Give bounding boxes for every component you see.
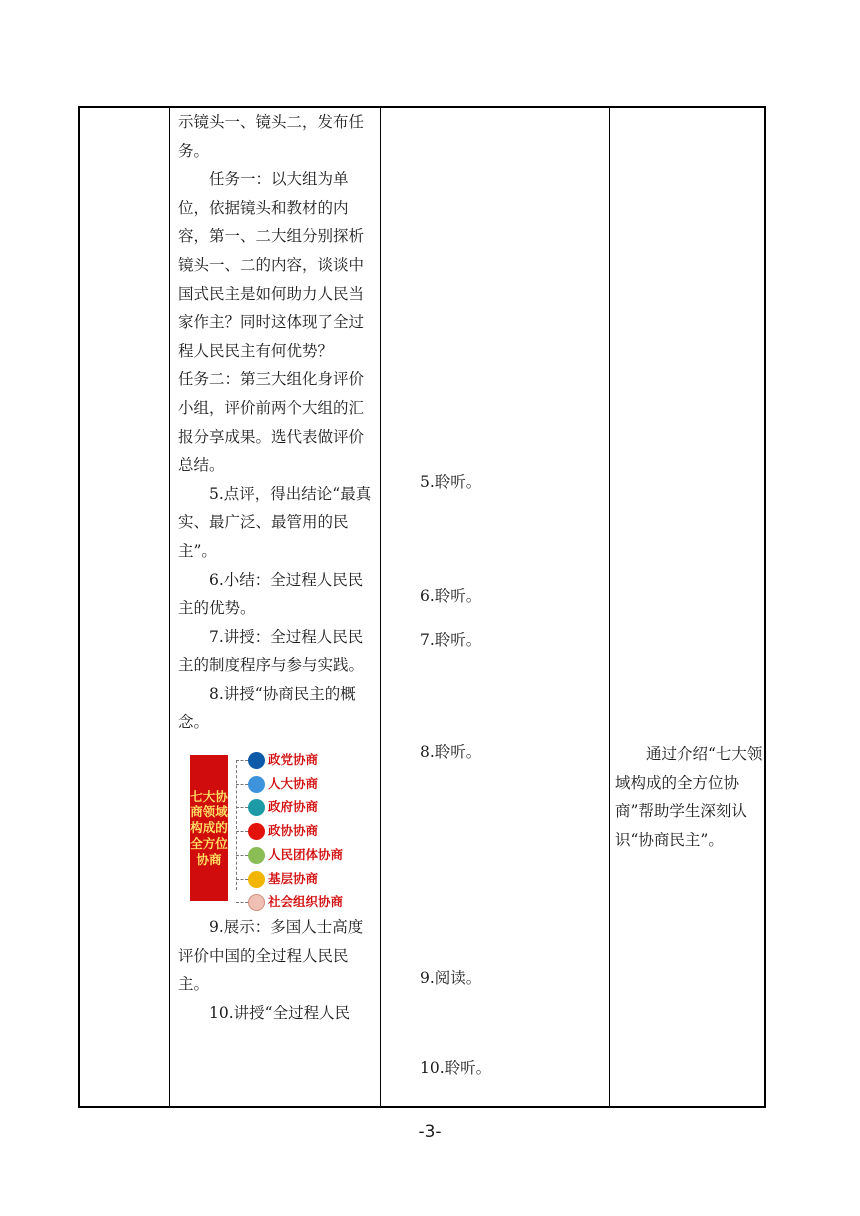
diagram-item-label: 人民团体协商 (268, 847, 344, 863)
teacher-step-9: 9.展示：多国人士高度评价中国的全过程人民民主。 (178, 918, 364, 994)
diagram-item (236, 774, 318, 794)
teacher-step-6: 6.小结：全过程人民民主的优势。 (178, 570, 364, 618)
diagram-item-label: 基层协商 (268, 871, 319, 887)
student-step-5: 5.聆听。 (420, 473, 482, 491)
diagram-item-label: 政协协商 (268, 823, 319, 839)
diagram-item (236, 869, 318, 889)
teacher-activity-column (170, 108, 380, 1106)
column-divider (380, 108, 381, 1106)
diagram-dot (248, 799, 265, 816)
teacher-step-text: 示镜头一、镜头二，发布任务。 (178, 113, 365, 160)
teacher-step-5: 5.点评，得出结论“最真实、最广泛、最管用的民主”。 (178, 484, 372, 560)
student-step-8: 8.聆听。 (420, 743, 482, 761)
diagram-item (236, 845, 343, 865)
diagram-item-label: 人大协商 (268, 776, 319, 792)
diagram-dot (248, 847, 265, 864)
task-two-text: 任务二：第三大组化身评价小组，评价前两个大组的汇报分享成果。选代表做评价总结。 (178, 370, 365, 475)
diagram-dot (248, 871, 265, 888)
lesson-table (78, 106, 766, 1108)
diagram-item-label: 政府协商 (268, 799, 319, 815)
student-step-9: 9.阅读。 (420, 969, 482, 987)
teacher-step-7: 7.讲授：全过程人民民主的制度程序与参与实践。 (178, 627, 365, 675)
diagram-dot (248, 823, 265, 840)
diagram-title-box (190, 755, 228, 901)
diagram-dot (248, 776, 265, 793)
diagram-item (236, 797, 318, 817)
column-divider (609, 108, 610, 1106)
student-step-7: 7.聆听。 (420, 631, 482, 649)
page-number: -3- (418, 1122, 442, 1142)
diagram-dot (248, 894, 265, 911)
student-step-10: 10.聆听。 (420, 1059, 492, 1077)
design-intent-text: 通过介绍“七大领域构成的全方位协商”帮助学生深刻认识“协商民主”。 (615, 745, 763, 849)
diagram-item-label: 社会组织协商 (268, 894, 344, 910)
diagram-item (236, 750, 318, 770)
teacher-step-10: 10.讲授“全过程人民 (209, 1003, 351, 1022)
diagram-item (236, 892, 343, 912)
diagram-item (236, 821, 318, 841)
student-step-6: 6.聆听。 (420, 587, 482, 605)
diagram-title: 七大协商领域构成的全方位协商 (190, 788, 228, 867)
diagram-dot (248, 752, 265, 769)
consultation-diagram (178, 737, 374, 913)
design-intent-column (615, 740, 765, 854)
task-one-text: 任务一：以大组为单位，依据镜头和教材的内容，第一、二大组分别探析镜头一、二的内容，谈谈中国式民主是如何助力人民当家作主？同时这体现了全过程人民民主有何优势？ (178, 170, 365, 360)
diagram-item-label: 政党协商 (268, 752, 319, 768)
teacher-step-8: 8.讲授“协商民主的概念。 (178, 684, 356, 732)
